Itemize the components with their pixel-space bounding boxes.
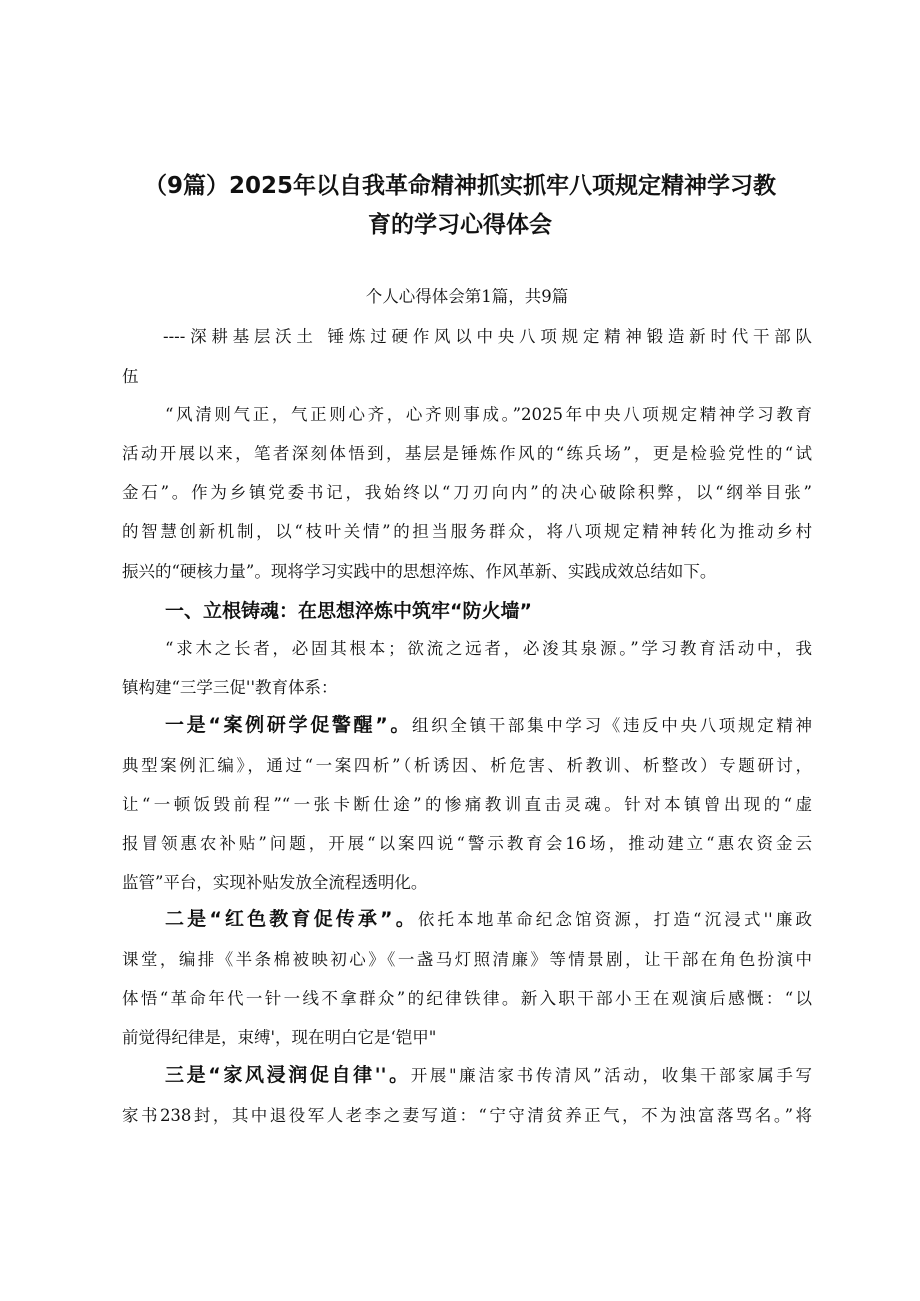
point-1-first-line — [165, 713, 812, 738]
intro-line-3: 金石”。作为乡镇党委书记，我始终以“刀刃向内”的决心破除积弊，以“纲举目张” — [122, 483, 812, 502]
intro-line-5: 振兴的“硬核力量”。现将学习实践中的思想淬炼、作风革新、实践成效总结如下。 — [122, 562, 717, 581]
section-1-heading: 一、立根铸魂：在思想淬炼中筑牢“防火墙” — [165, 600, 532, 622]
point-3-first-line — [165, 1063, 812, 1088]
point-2-lead: 二是“红色教育促传承”。 — [165, 908, 418, 930]
subtitle-line-1: ----深耕基层沃土 锤炼过硬作风以中央八项规定精神锻造新时代干部队 — [163, 327, 812, 346]
part-label: 个人心得体会第1篇，共9篇 — [365, 287, 569, 306]
section-1-intro-line-1: “求木之长者，必固其根本；欲流之远者，必浚其泉源。”学习教育活动中，我 — [165, 639, 812, 658]
point-1-lead: 一是“案例研学促警醒”。 — [165, 714, 413, 736]
point-2-first-text: 依托本地革命纪念馆资源，打造“沉浸式''廉政 — [417, 910, 812, 929]
point-3-lead: 三是“家风浸润促自律''。 — [165, 1064, 411, 1086]
intro-line-4: 的智慧创新机制，以“枝叶关情”的担当服务群众，将八项规定精神转化为推动乡村 — [122, 522, 812, 541]
point-2-line-3: 体悟“革命年代一针一线不拿群众”的纪律铁律。新入职干部小王在观演后感慨：“以 — [122, 989, 812, 1008]
point-2-line-4: 前觉得纪律是，束缚'，现在明白它是‘铠甲" — [122, 1028, 437, 1047]
intro-line-1: “风清则气正，气正则心齐，心齐则事成。”2025年中央八项规定精神学习教育 — [165, 405, 812, 424]
document-title-line-2: 育的学习心得体会 — [368, 212, 552, 238]
point-2-first-line — [165, 907, 812, 932]
point-1-first-text: 组织全镇干部集中学习《违反中央八项规定精神 — [412, 716, 812, 735]
point-2-line-2: 课堂，编排《半条棉被映初心》《一盏马灯照清廉》等情景剧，让干部在角色扮演中 — [122, 950, 812, 969]
point-3-first-text: 开展"廉洁家书传清风”活动，收集干部家属手写 — [410, 1066, 812, 1085]
point-1-line-5: 监管”平台，实现补贴发放全流程透明化。 — [122, 873, 428, 892]
section-1-intro-line-2: 镇构建“三学三促''教育体系： — [122, 678, 338, 697]
point-3-line-2: 家书238封，其中退役军人老李之妻写道：“宁守清贫养正气，不为浊富落骂名。”将 — [122, 1106, 812, 1125]
document-title-line-1: （9篇）2025年以自我革命精神抓实抓牢八项规定精神学习教 — [143, 173, 777, 199]
point-1-line-2: 典型案例汇编》，通过“一案四析”（析诱因、析危害、析教训、析整改）专题研讨， — [122, 756, 812, 775]
intro-line-2: 活动开展以来，笔者深刻体悟到，基层是锤炼作风的“练兵场”，更是检验党性的“试 — [122, 444, 812, 463]
subtitle-line-2: 伍 — [122, 367, 139, 386]
point-1-line-4: 报冒领惠农补贴”问题，开展“以案四说“警示教育会16场，推动建立“惠农资金云 — [122, 834, 812, 853]
point-1-line-3: 让“一顿饭毁前程”“一张卡断仕途”的惨痛教训直击灵魂。针对本镇曾出现的“虚 — [122, 795, 812, 814]
